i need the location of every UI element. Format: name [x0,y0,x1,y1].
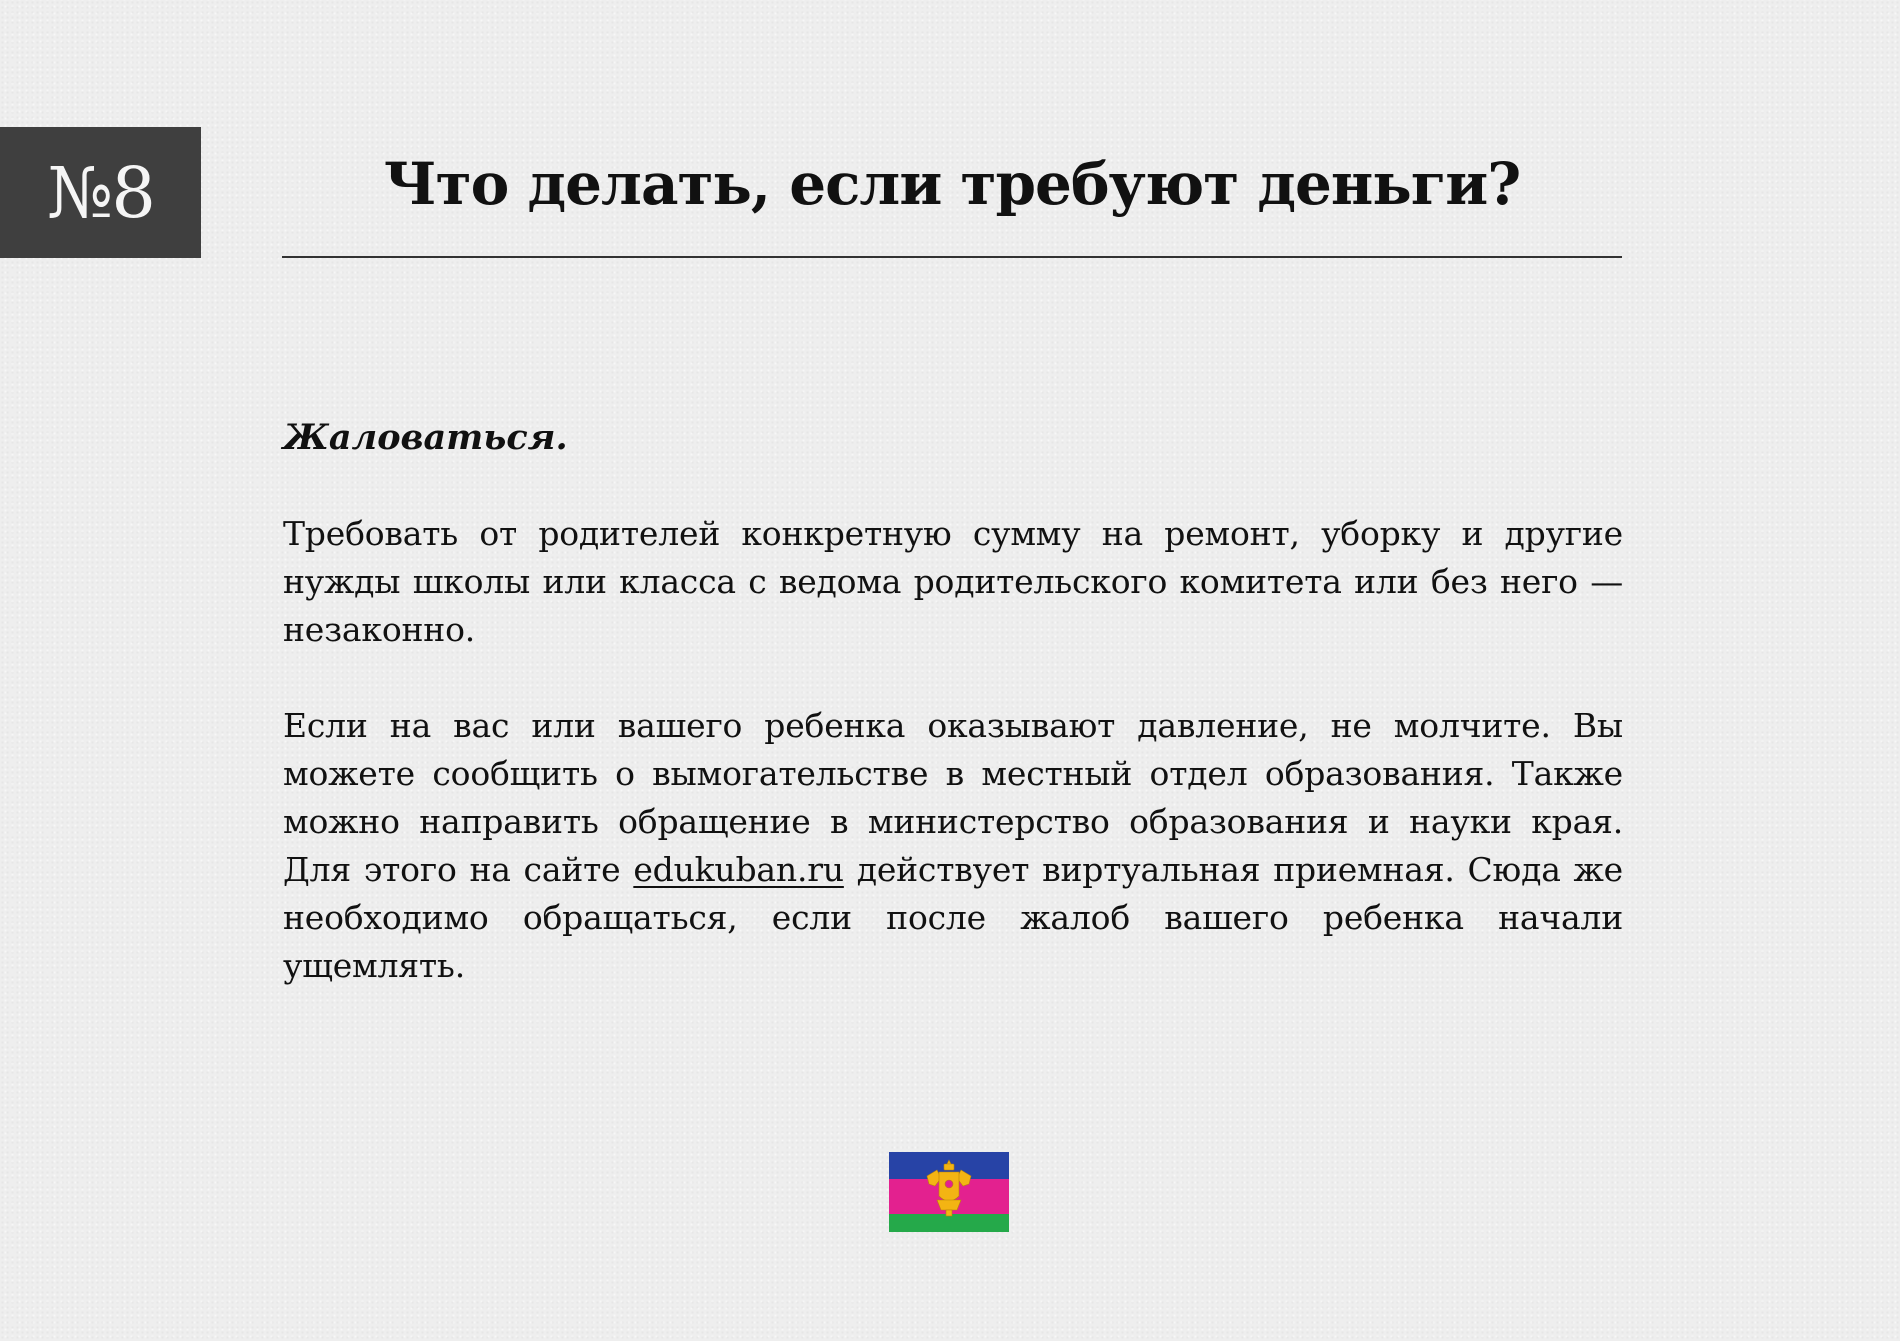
section-subheading: Жаловаться. [283,417,568,458]
paragraph-legal-note: Требовать от родителей конкретную сумму на ремонт, уборку и другие нужды школы или класса с ведома родительского комитета или без него — незаконно. [283,514,1623,649]
edukuban-link[interactable]: edukuban.ru [633,850,844,889]
issue-number: №8 [47,151,154,234]
page-title: Что делать, если требуют деньги? [383,150,1521,218]
flag-stripe-green [889,1214,1009,1232]
krasnodar-krai-flag-icon [889,1152,1009,1232]
issue-number-badge [0,127,201,258]
paragraph-complaint-info [283,702,1623,990]
paragraph-complaint-text-end: действует виртуальная приемная. Сюда же необходимо обращаться, если после жалоб вашего ребенка начали ущемлять. [283,850,1624,985]
title-divider [282,256,1622,258]
article-body [283,414,1623,990]
paragraph-complaint-text-start: Если на вас или вашего ребенка оказывают давление, не молчите. Вы можете сообщить о вымогательстве в местный отдел образования. Также можно направить обращение в министерство образования и науки края. Для этого на сайте [283,706,1623,889]
